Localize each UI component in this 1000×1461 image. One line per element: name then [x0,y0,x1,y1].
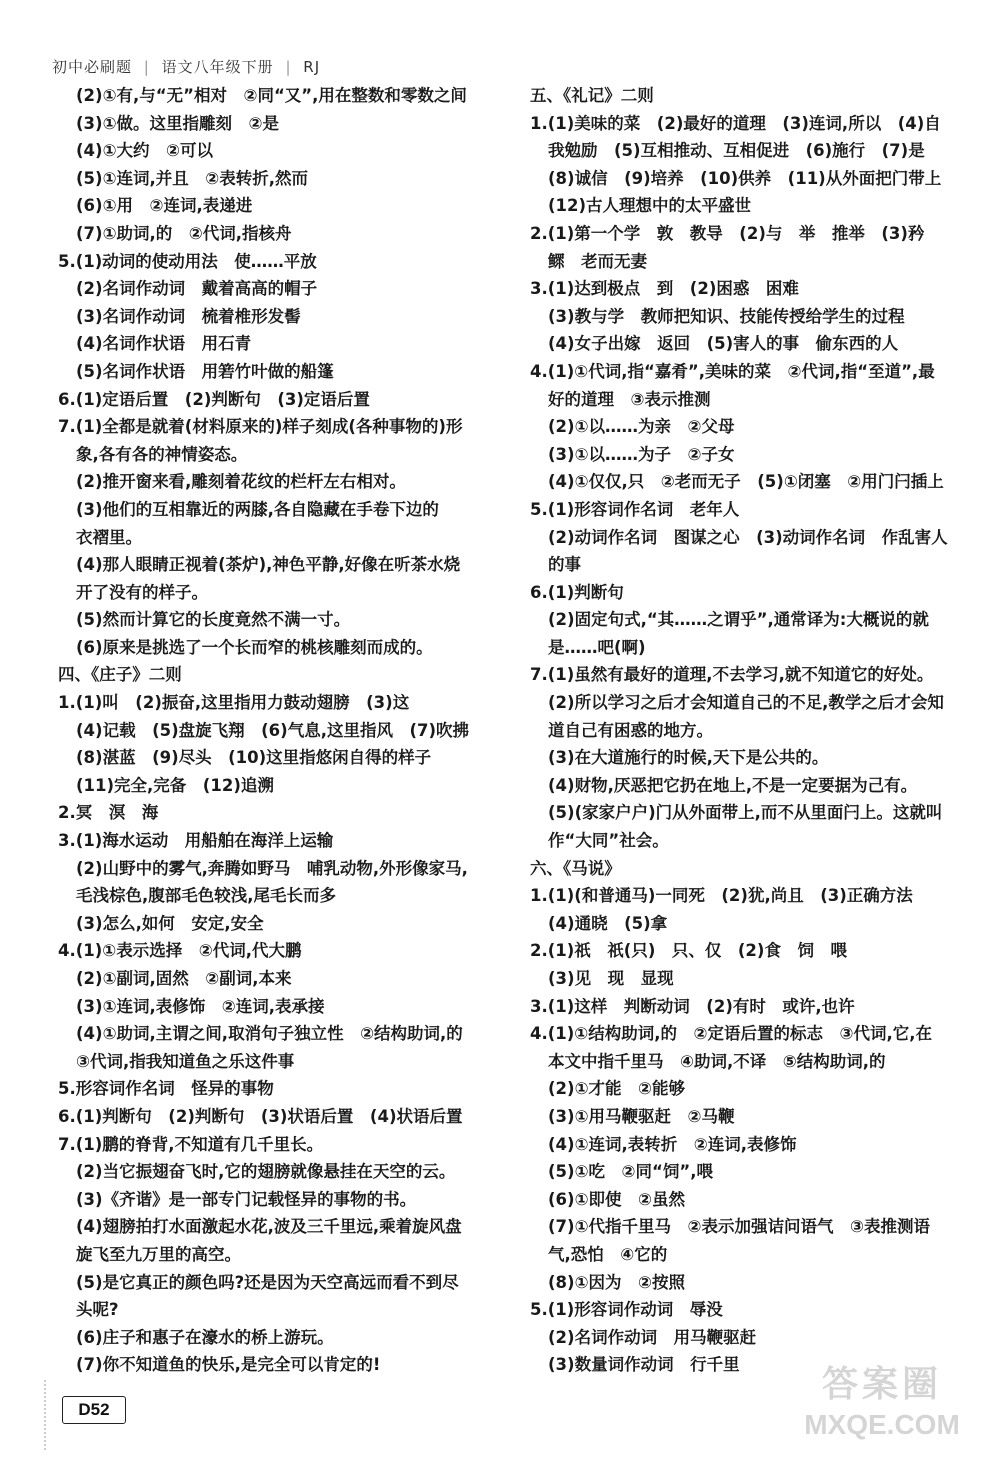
answer-line: (7)①助词,的 ②代词,指核舟 [76,223,292,243]
answer-line: (2)①以……为亲 ②父母 [548,417,735,437]
answer-line: 3.(1)海水运动 用船舶在海洋上运输 [58,831,334,851]
answer-line: 6.(1)判断句 [530,582,624,602]
answer-line: 头呢? [76,1300,119,1320]
answer-line: ③代词,指我知道鱼之乐这件事 [76,1051,295,1071]
header-separator: | [143,58,150,76]
answer-line: (3)他们的互相靠近的两膝,各自隐藏在手卷下边的 [76,499,439,519]
answer-line: (4)那人眼睛正视着(茶炉),神色平静,好像在听茶水烧 [76,555,461,575]
answer-line: 6.(1)判断句 (2)判断句 (3)状语后置 (4)状语后置 [58,1106,463,1126]
answer-line: (3)《齐谐》是一部专门记载怪异的事物的书。 [76,1189,417,1209]
answer-line: 7.(1)全都是就着(材料原来的)样子刻成(各种事物的)形 [58,417,463,437]
answer-line: 4.(1)①表示选择 ②代词,代大鹏 [58,941,302,961]
answer-line: (3)数量词作动词 行千里 [548,1355,740,1375]
answer-line: 本文中指千里马 ④助词,不译 ⑤结构助词,的 [548,1051,886,1071]
answer-line: 毛浅棕色,腹部毛色较浅,尾毛长而多 [76,886,337,906]
answer-line: 4.(1)①结构助词,的 ②定语后置的标志 ③代词,它,在 [530,1024,933,1044]
answer-line: 4.(1)①代词,指“嘉肴”,美味的菜 ②代词,指“至道”,最 [530,361,935,381]
watermark-text-bottom: MXQE.COM [804,1409,960,1440]
answer-line: 我勉励 (5)互相推动、互相促进 (6)施行 (7)是 [548,141,925,161]
answer-line: (6)原来是挑选了一个长而窄的桃核雕刻而成的。 [76,637,433,657]
answer-line: (4)①助词,主谓之间,取消句子独立性 ②结构助词,的 [76,1024,463,1044]
answer-line: (8)①因为 ②按照 [548,1272,686,1292]
watermark-logo [782,1359,982,1451]
answer-line: (3)教与学 教师把知识、技能传授给学生的过程 [548,306,905,326]
answer-line: (11)完全,完备 (12)追溯 [76,775,274,795]
answer-line: 气,恐怕 ④它的 [548,1244,668,1264]
answer-line: (2)固定句式,“其……之谓乎”,通常译为:大概说的就 [548,610,929,630]
answer-line: (5)①吃 ②同“饲”,喂 [548,1162,713,1182]
answer-line: (4)①仅仅,只 ②老而无子 (5)①闭塞 ②用门闩插上 [548,472,944,492]
answer-line: 5.(1)形容词作名词 老年人 [530,499,740,519]
answer-line: (2)所以学习之后才会知道自己的不足,教学之后才会知 [548,693,944,713]
answer-line: (6)庄子和惠子在濠水的桥上游玩。 [76,1327,334,1347]
watermark-text-top: 答案圈 [821,1363,942,1404]
answer-line: (2)山野中的雾气,奔腾如野马 哺乳动物,外形像家马, [76,858,468,878]
answer-line: (3)①连词,表修饰 ②连词,表承接 [76,996,325,1016]
edition-label: RJ [303,58,321,76]
answer-line: 7.(1)鹏的脊背,不知道有几千里长。 [58,1134,324,1154]
answer-line: (2)当它振翅奋飞时,它的翅膀就像悬挂在天空的云。 [76,1162,456,1182]
answer-line: (3)在大道施行的时候,天下是公共的。 [548,748,829,768]
answer-line: (7)①代指千里马 ②表示加强诘问语气 ③表推测语 [548,1217,930,1237]
answer-line: (2)名词作动词 戴着高高的帽子 [76,279,318,299]
answer-line: (5)名词作状语 用箬竹叶做的船篷 [76,361,334,381]
answer-line: 3.(1)达到极点 到 (2)困惑 困难 [530,279,799,299]
answer-line: 开了没有的样子。 [76,582,208,602]
subject-title: 语文八年级下册 [161,58,274,76]
answer-line: 作“大同”社会。 [548,831,669,851]
series-title: 初中必刷题 [52,58,133,76]
answer-line: 5.(1)动词的使动用法 使……平放 [58,251,317,271]
answer-line: (2)名词作动词 用马鞭驱赶 [548,1327,757,1347]
answer-line: 四、《庄子》二则 [58,665,182,685]
header-separator-2: | [285,58,292,76]
answer-line: 6.(1)定语后置 (2)判断句 (3)定语后置 [58,389,370,409]
answer-line: 是……吧(啊) [548,637,646,657]
answer-line: (5)是它真正的颜色吗?还是因为天空高远而看不到尽 [76,1272,459,1292]
answer-line: (8)诚信 (9)培养 (10)供养 (11)从外面把门带上 [548,168,942,188]
answer-line: (4)通晓 (5)拿 [548,913,668,933]
answer-line: 好的道理 ③表示推测 [548,389,711,409]
answer-line: (7)你不知道鱼的快乐,是完全可以肯定的! [76,1355,381,1375]
answer-line: 六、《马说》 [530,858,621,878]
answer-line: (3)见 现 显现 [548,969,674,988]
answer-line: 旋飞至九万里的高空。 [76,1244,241,1264]
answer-line: 7.(1)虽然有最好的道理,不去学习,就不知道它的好处。 [530,665,934,685]
answer-line: (3)①以……为子 ②子女 [548,444,735,464]
answer-line: 衣褶里。 [76,527,142,547]
answer-line: (2)①有,与“无”相对 ②同“又”,用在整数和零数之间 [76,86,467,105]
answer-line: 五、《礼记》二则 [530,86,654,105]
answer-line: (2)推开窗来看,雕刻着花纹的栏杆左右相对。 [76,472,406,492]
answer-line: 道自己有困惑的地方。 [548,720,713,740]
page-header [52,56,320,77]
answer-line: (6)①即使 ②虽然 [548,1189,686,1209]
answer-line: (4)名词作状语 用石青 [76,334,252,354]
answer-line: 3.(1)这样 判断动词 (2)有时 或许,也许 [530,996,855,1016]
answer-line: (3)怎么,如何 安定,安全 [76,913,264,933]
answer-line: (4)记载 (5)盘旋飞翔 (6)气息,这里指风 (7)吹拂 [76,720,470,740]
answer-line: 1.(1)叫 (2)振奋,这里指用力鼓动翅膀 (3)这 [58,693,410,713]
answer-line: (2)①才能 ②能够 [548,1079,686,1099]
margin-decoration [44,1380,50,1450]
answer-line: 5.(1)形容词作动词 辱没 [530,1300,723,1320]
answer-line: 2.(1)第一个学 敦 教导 (2)与 举 推举 (3)矜 [530,223,925,243]
answer-line: 2.(1)祇 祇(只) 只、仅 (2)食 饲 喂 [530,941,847,961]
left-column [58,82,510,1379]
answer-line: (6)①用 ②连词,表递进 [76,196,253,216]
answer-line: (4)①大约 ②可以 [76,141,214,161]
answer-line: (3)①做。这里指雕刻 ②是 [76,113,280,133]
answer-line: (5)然而计算它的长度竟然不满一寸。 [76,610,351,630]
answer-line: (4)翅膀拍打水面激起水花,波及三千里远,乘着旋风盘 [76,1217,462,1237]
answer-line: 的事 [548,555,581,575]
answer-line: (2)动词作名词 图谋之心 (3)动词作名词 作乱害人 [548,527,948,547]
answer-line: (8)湛蓝 (9)尽头 (10)这里指悠闲自得的样子 [76,748,432,768]
answer-line: 1.(1)(和普通马)一同死 (2)犹,尚且 (3)正确方法 [530,886,913,906]
answer-line: 1.(1)美味的菜 (2)最好的道理 (3)连词,所以 (4)自 [530,113,941,133]
page-number: D52 [62,1396,126,1424]
answer-line: 2.冥 溟 海 [58,803,159,823]
answer-line: (3)名词作动词 梳着椎形发髻 [76,306,301,326]
answer-line: (2)①副词,固然 ②副词,本来 [76,969,292,988]
answer-line: (5)①连词,并且 ②表转折,然而 [76,168,309,188]
answer-line: 鳏 老而无妻 [548,251,647,271]
answer-line: (3)①用马鞭驱赶 ②马鞭 [548,1106,735,1126]
answer-line: 5.形容词作名词 怪异的事物 [58,1079,274,1099]
right-column [530,82,982,1379]
answer-line: 象,各有各的神情姿态。 [76,444,248,464]
answer-line: (5)(家家户户)门从外面带上,而不从里面闩上。这就叫 [548,803,943,823]
answer-line: (12)古人理想中的太平盛世 [548,196,752,216]
answer-line: (4)女子出嫁 返回 (5)害人的事 偷东西的人 [548,334,899,354]
answer-line: (4)财物,厌恶把它扔在地上,不是一定要据为己有。 [548,775,918,795]
answer-line: (4)①连词,表转折 ②连词,表修饰 [548,1134,797,1154]
